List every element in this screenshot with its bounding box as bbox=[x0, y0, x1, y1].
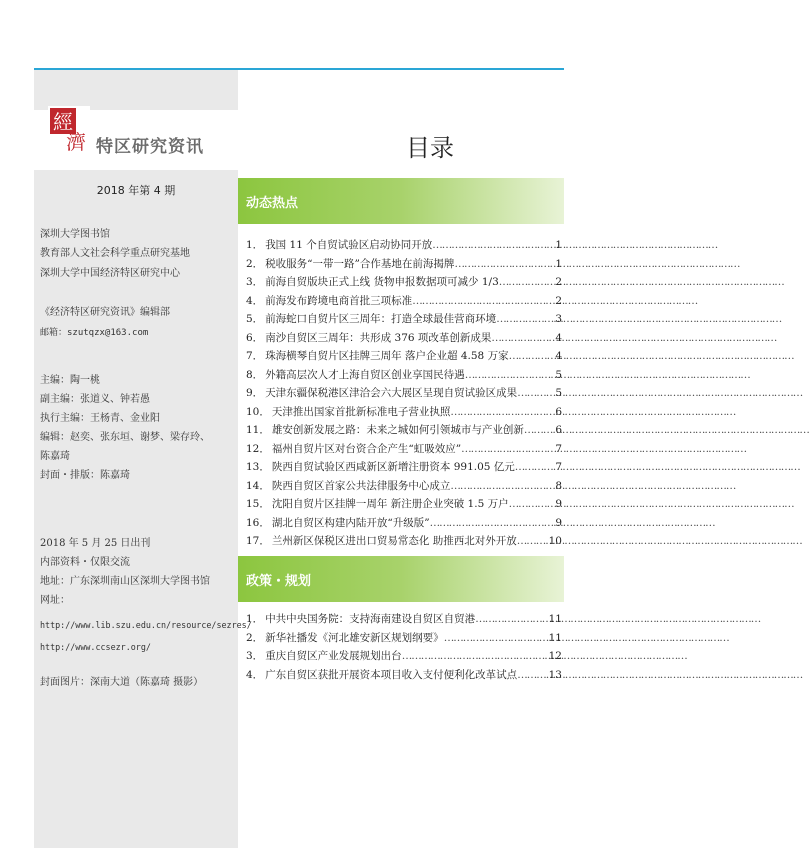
email: 邮箱：szutqzx@163.com bbox=[40, 328, 149, 338]
toc-entry-number: 15． bbox=[246, 498, 270, 510]
toc-entry-number: 4． bbox=[246, 294, 264, 307]
toc-entry-title: 福州自贸片区对台资合企产生“虹吸效应” bbox=[271, 442, 462, 455]
toc-entry-number: 11． bbox=[246, 424, 270, 436]
toc-entry[interactable] bbox=[246, 293, 562, 312]
toc-entry-title: 天津推出国家首批新标准电子营业执照 bbox=[271, 405, 451, 418]
dot-leader bbox=[475, 613, 547, 625]
logo-mark bbox=[48, 106, 90, 152]
address: 地址：广东深圳南山区深圳大学图书馆 bbox=[40, 576, 210, 587]
toc-entry-number: 16． bbox=[246, 516, 270, 529]
toc-entry[interactable] bbox=[246, 630, 562, 649]
toc-entry-number: 12． bbox=[246, 442, 270, 455]
toc-entry[interactable] bbox=[246, 385, 562, 404]
dot-leader bbox=[496, 313, 554, 325]
toc-entry-number: 3． bbox=[246, 650, 264, 662]
section-title: 动态热点 bbox=[246, 196, 299, 211]
toc-entry[interactable] bbox=[246, 611, 562, 630]
toc-entry-title: 前海自贸版块正式上线 货物申报数据项可减少 1/3 bbox=[265, 276, 499, 288]
dot-leader bbox=[517, 669, 547, 681]
toc-entry[interactable] bbox=[246, 441, 562, 460]
toc-entry-number: 6． bbox=[246, 331, 264, 344]
toc-entry-title: 外籍高层次人才上海自贸区创业享国民待遇 bbox=[265, 368, 465, 381]
dot-leader bbox=[517, 387, 554, 399]
toc-entry[interactable] bbox=[246, 515, 562, 534]
toc-entry[interactable] bbox=[246, 404, 562, 423]
dot-leader bbox=[412, 295, 554, 307]
toc-entry[interactable] bbox=[246, 422, 562, 441]
toc-entry-title: 雄安创新发展之路：未来之城如何引领城市与产业创新 bbox=[271, 424, 524, 436]
dot-leader bbox=[430, 517, 555, 529]
sponsor-2: 教育部人文社会科学重点研究基地 bbox=[40, 248, 190, 259]
dot-leader bbox=[491, 332, 554, 344]
toc-entry-title: 前海发布跨境电商首批三项标准 bbox=[265, 294, 413, 307]
toc-list-policy bbox=[246, 611, 562, 685]
toc-entry[interactable] bbox=[246, 367, 562, 386]
logo-text: 特区研究资讯 bbox=[96, 137, 204, 157]
sidebar bbox=[34, 70, 252, 848]
sponsor-3: 深圳大学中国经济特区研究中心 bbox=[40, 268, 180, 279]
toc-entry-page: 7 bbox=[555, 461, 562, 473]
toc-entry-number: 5． bbox=[246, 313, 264, 325]
toc-entry-title: 税收服务“一带一路”合作基地在前海揭牌 bbox=[265, 257, 455, 270]
publish-date: 2018 年 5 月 25 日出刊 bbox=[40, 538, 151, 549]
toc-entry-title: 沈阳自贸片区挂牌一周年 新注册企业突破 1.5 万户 bbox=[271, 498, 509, 510]
toc-entry[interactable] bbox=[246, 496, 562, 515]
toc-entry[interactable] bbox=[246, 459, 562, 478]
toc-entry-page: 11 bbox=[548, 613, 562, 625]
website-label: 网址： bbox=[40, 595, 70, 606]
toc-entry-title: 天津东疆保税港区津洽会六大展区呈现自贸试验区成果 bbox=[265, 387, 518, 399]
toc-entry-number: 9． bbox=[246, 387, 264, 399]
toc-entry-page: 6 bbox=[555, 405, 562, 418]
dot-leader bbox=[450, 480, 554, 492]
toc-entry-number: 17． bbox=[246, 535, 270, 547]
toc-entry-page: 8 bbox=[555, 479, 562, 492]
toc-entry-number: 7． bbox=[246, 350, 264, 362]
toc-entry-page: 12 bbox=[548, 650, 562, 662]
toc-entry[interactable] bbox=[246, 311, 562, 330]
dot-leader bbox=[444, 632, 548, 644]
toc-entry-title: 中共中央国务院：支持海南建设自贸区自贸港 bbox=[265, 613, 476, 625]
toc-entry-page: 2 bbox=[555, 294, 562, 307]
toc-entry-page: 5 bbox=[555, 387, 562, 399]
toc-entry-page: 10 bbox=[548, 535, 562, 547]
cover-photo-credit: 封面图片：深南大道（陈嘉琦 摄影） bbox=[40, 677, 204, 688]
toc-entry-page: 9 bbox=[555, 516, 562, 529]
executive-editor: 执行主编：王杨青、金业阳 bbox=[40, 413, 160, 424]
toc-entry-title: 重庆自贸区产业发展规划出台 bbox=[265, 650, 402, 662]
toc-entry[interactable] bbox=[246, 648, 562, 667]
toc-entry-title: 兰州新区保税区进出口贸易常态化 助推西北对外开放 bbox=[271, 535, 517, 547]
dot-leader bbox=[454, 258, 554, 270]
chief-editor: 主编：陶一桃 bbox=[40, 375, 100, 386]
toc-entry-title: 陕西自贸试验区西咸新区新增注册资本 991.05 亿元 bbox=[271, 461, 515, 473]
toc-entry-page: 9 bbox=[555, 498, 562, 510]
toc-entry-title: 珠海横琴自贸片区挂牌三周年 落户企业超 4.58 万家 bbox=[265, 350, 509, 362]
toc-entry-title: 南沙自贸区三周年：共形成 376 项改革创新成果 bbox=[265, 331, 492, 344]
dot-leader bbox=[515, 461, 555, 473]
toc-entry[interactable] bbox=[246, 274, 562, 293]
circulation-note: 内部资料・仅限交流 bbox=[40, 557, 130, 568]
toc-entry-page: 6 bbox=[555, 424, 562, 436]
dot-leader bbox=[450, 406, 554, 418]
toc-entry-title: 新华社播发《河北雄安新区规划纲要》 bbox=[265, 631, 444, 644]
dot-leader bbox=[499, 276, 555, 288]
toc-entry[interactable] bbox=[246, 237, 562, 256]
editors-line-2: 陈嘉琦 bbox=[40, 451, 70, 462]
toc-entry-number: 8． bbox=[246, 368, 264, 381]
toc-list-news bbox=[246, 237, 562, 552]
toc-entry-number: 2． bbox=[246, 257, 264, 270]
toc-entry-page: 13 bbox=[548, 668, 562, 681]
dot-leader bbox=[465, 369, 555, 381]
toc-entry-page: 4 bbox=[555, 331, 562, 344]
toc-entry-title: 广东自贸区获批开展资本项目收入支付便利化改革试点 bbox=[265, 668, 518, 681]
website-url-1[interactable]: http://www.lib.szu.edu.cn/resource/sezres/ bbox=[40, 620, 252, 630]
toc-entry-number: 3． bbox=[246, 276, 264, 288]
editorial-dept: 《经济特区研究资讯》编辑部 bbox=[40, 307, 170, 318]
toc-entry-number: 10． bbox=[246, 405, 270, 418]
toc-title: 目录 bbox=[406, 134, 454, 162]
section-header-policy bbox=[238, 556, 564, 602]
dot-leader bbox=[461, 443, 554, 455]
issue-number: 2018 年第 4 期 bbox=[96, 184, 176, 197]
toc-entry-page: 5 bbox=[555, 368, 562, 381]
dot-leader bbox=[524, 424, 554, 436]
dot-leader bbox=[432, 239, 554, 251]
toc-entry-page: 7 bbox=[555, 442, 562, 455]
toc-entry-title: 陕西自贸区首家公共法律服务中心成立 bbox=[271, 479, 451, 492]
dot-leader bbox=[517, 535, 548, 547]
toc-entry-page: 2 bbox=[555, 276, 562, 288]
toc-entry-page: 4 bbox=[555, 350, 562, 362]
toc-entry[interactable] bbox=[246, 330, 562, 349]
deputy-editor: 副主编：张道义、钟若愚 bbox=[40, 394, 150, 405]
dot-leader bbox=[402, 650, 548, 662]
dot-leader bbox=[509, 498, 555, 510]
sponsor-1: 深圳大学图书馆 bbox=[40, 229, 110, 240]
toc-entry-page: 11 bbox=[548, 631, 562, 644]
toc-entry-number: 1． bbox=[246, 613, 264, 625]
toc-entry[interactable] bbox=[246, 533, 562, 552]
toc-entry-number: 14． bbox=[246, 479, 270, 492]
toc-entry-title: 我国 11 个自贸试验区启动协同开放 bbox=[265, 239, 433, 251]
toc-entry-title: 前海蛇口自贸片区三周年：打造全球最佳营商环境 bbox=[265, 313, 497, 325]
toc-entry-number: 4． bbox=[246, 668, 264, 681]
toc-entry-number: 2． bbox=[246, 631, 264, 644]
editors-line-1: 编辑：赵奕、张东垣、谢梦、梁存玲、 bbox=[40, 432, 210, 443]
toc-entry[interactable] bbox=[246, 256, 562, 275]
toc-entry[interactable] bbox=[246, 348, 562, 367]
toc-entry-page: 1 bbox=[555, 257, 562, 270]
cover-layout-credit: 封面・排版：陈嘉琦 bbox=[40, 470, 130, 481]
toc-entry-page: 1 bbox=[555, 239, 562, 251]
toc-entry-number: 1． bbox=[246, 239, 264, 251]
toc-entry-number: 13． bbox=[246, 461, 270, 473]
toc-entry-page: 3 bbox=[555, 313, 562, 325]
section-title: 政策・规划 bbox=[246, 574, 312, 589]
logo-char-1: 經 bbox=[53, 110, 73, 134]
logo-char-2: 濟 bbox=[66, 130, 86, 154]
toc-entry-title: 湖北自贸区构建内陆开放“升级版” bbox=[271, 516, 430, 529]
website-url-2[interactable]: http://www.ccsezr.org/ bbox=[40, 642, 151, 652]
section-header-news bbox=[238, 178, 564, 224]
dot-leader bbox=[509, 350, 555, 362]
toc-entry[interactable] bbox=[246, 667, 562, 686]
toc-entry[interactable] bbox=[246, 478, 562, 497]
